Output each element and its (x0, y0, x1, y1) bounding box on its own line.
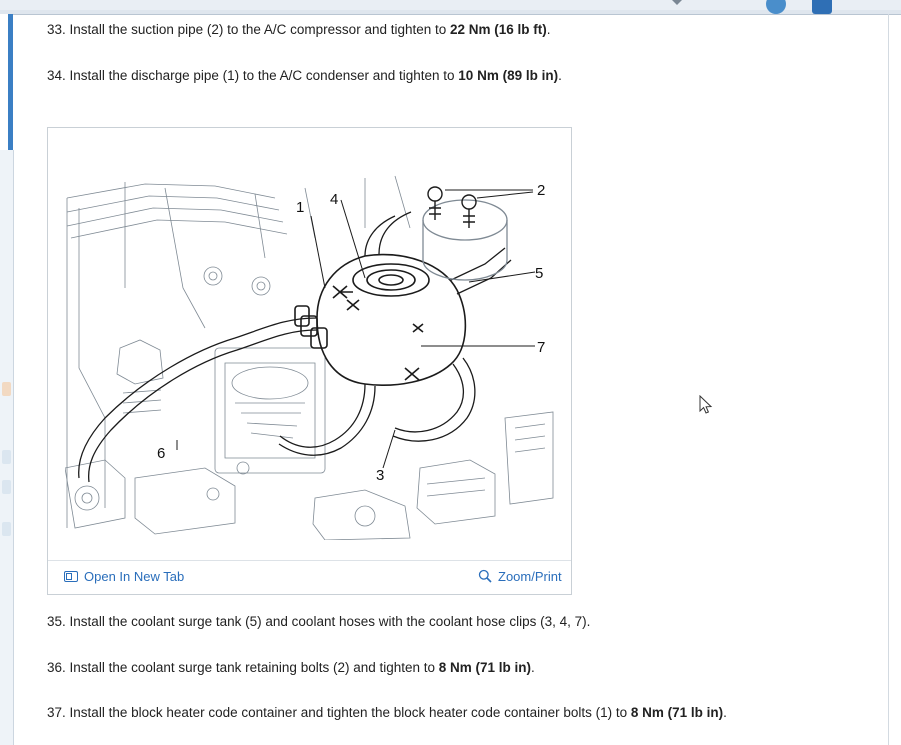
coolant-surge-tank-diagram (65, 168, 555, 540)
procedure-steps-below (47, 612, 867, 745)
step-36-text-end: . (531, 659, 535, 675)
mouse-cursor (699, 395, 713, 415)
sidebar-item-4[interactable] (2, 522, 11, 536)
extension-icon[interactable] (812, 0, 832, 14)
sidebar-item-3[interactable] (2, 480, 11, 494)
callout-5: 5 (535, 265, 544, 282)
step-36-number: 36. (47, 659, 66, 675)
callout-2: 2 (537, 182, 546, 199)
step-35-number: 35. (47, 614, 66, 629)
callout-1: 1 (296, 199, 305, 216)
procedure-steps-above (47, 20, 867, 111)
step-35-text: Install the coolant surge tank (5) and coolant hoses with the coolant hose clips (3, 4, 7). (69, 614, 591, 629)
figure-toolbar (48, 560, 571, 594)
step-37 (47, 703, 867, 723)
callout-6: 6 (157, 445, 166, 462)
open-in-new-tab-link[interactable]: Open In New Tab (84, 569, 185, 584)
step-33 (47, 20, 867, 40)
content-right-border (888, 14, 889, 745)
step-36-text: Install the coolant surge tank retaining bolts (2) and tighten to (69, 659, 439, 675)
figure-container (47, 127, 572, 595)
step-33-text: Install the suction pipe (2) to the A/C compressor and tighten to (69, 22, 451, 37)
step-33-number: 33. (47, 22, 66, 37)
step-34-text-end: . (558, 67, 562, 83)
sidebar-item-2[interactable] (2, 450, 11, 464)
open-in-new-tab-icon[interactable] (64, 569, 78, 583)
figure-illustration[interactable] (65, 168, 555, 540)
step-36 (47, 658, 867, 678)
step-37-text-end: . (723, 705, 727, 721)
callout-4: 4 (330, 191, 339, 208)
step-34 (47, 66, 867, 86)
step-33-torque: 22 Nm (16 lb ft) (450, 22, 547, 37)
step-34-number: 34. (47, 67, 66, 83)
zoom-print-icon[interactable] (478, 569, 492, 583)
callout-7: 7 (537, 339, 546, 356)
step-37-torque: 8 Nm (71 lb in) (630, 705, 724, 721)
sidebar-item-1[interactable] (2, 382, 11, 396)
sidebar-panel-sliver[interactable] (0, 150, 14, 745)
step-34-text: Install the discharge pipe (1) to the A/C condenser and tighten to (69, 67, 459, 83)
zoom-print-link[interactable]: Zoom/Print (498, 569, 562, 584)
step-36-torque: 8 Nm (71 lb in) (438, 659, 532, 675)
step-37-text: Install the block heater code container and tighten the block heater code container bolts (1) to (69, 705, 631, 721)
chevron-down-icon[interactable] (672, 0, 682, 5)
callout-3: 3 (376, 467, 385, 484)
step-34-torque: 10 Nm (89 lb in) (458, 67, 559, 83)
step-33-text-end: . (546, 22, 551, 37)
step-37-number: 37. (47, 705, 66, 721)
step-35 (47, 612, 867, 632)
